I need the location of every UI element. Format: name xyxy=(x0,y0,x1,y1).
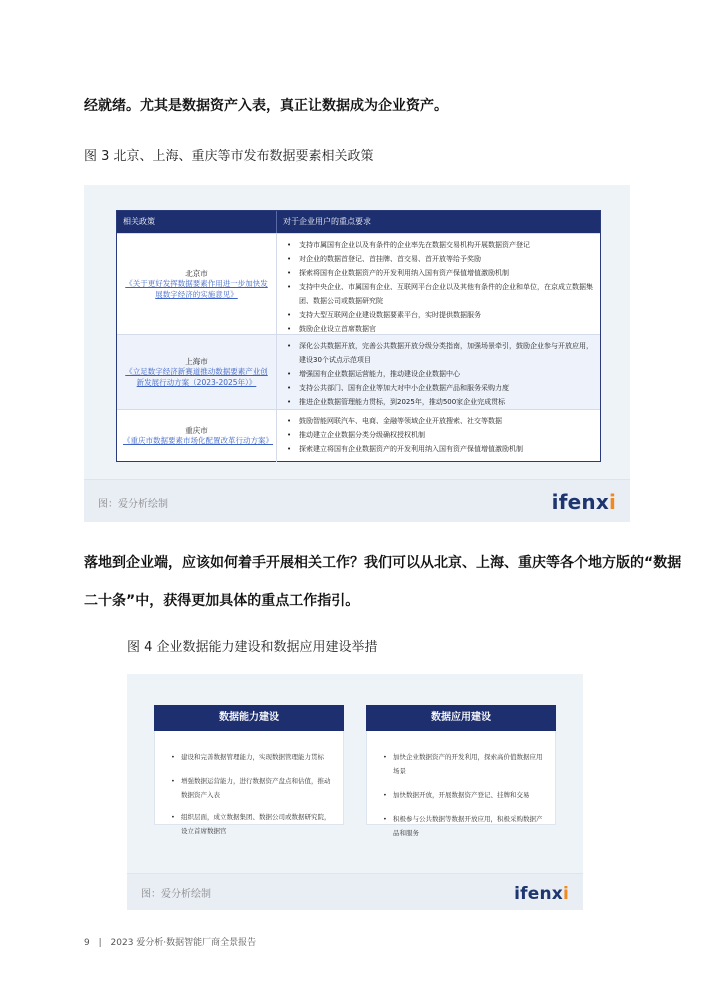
policy-link-chongqing[interactable]: 《重庆市数据要素市场化配置改革行动方案》 xyxy=(123,436,273,446)
figure-4-source: 图：爱分析绘制 xyxy=(141,889,211,900)
capability-card-title: 数据能力建设 xyxy=(154,705,344,731)
header-key-requirements: 对于企业用户的重点要求 xyxy=(283,217,371,226)
policy-table xyxy=(116,210,601,462)
application-item: • 加快企业数据资产的开发利用，探索高价值数据应用场景 xyxy=(383,750,545,778)
application-item: • 加快数据开放，开展数据资产登记、挂牌和交易 xyxy=(383,788,545,802)
requirement-item: • 鼓励智能网联汽车、电商、金融等领域企业开放搜索、社交等数据 xyxy=(287,414,594,428)
requirement-item: • 探索建立将国有企业数据资产的开发利用纳入国有资产保值增值激励机制 xyxy=(287,442,594,456)
body-paragraph-1: 经就绪。尤其是数据资产入表，真正让数据成为企业资产。 xyxy=(84,98,448,114)
table-row-chongqing xyxy=(117,409,600,462)
requirement-item: • 推进企业数据管理能力贯标，到2025年，推动500家企业完成贯标 xyxy=(287,395,594,409)
requirement-item: • 对企业的数据首登记、首挂牌、首交易、首开放等给予奖励 xyxy=(287,252,594,266)
capability-item: • 组织层面，成立数据集团、数据公司或数据研究院，设立首席数据官 xyxy=(171,810,333,838)
ifenxi-logo: ifenxi xyxy=(551,490,616,514)
header-related-policy: 相关政策 xyxy=(117,211,277,233)
table-row-beijing xyxy=(117,233,600,334)
capability-item: • 增强数据运营能力，进行数据资产盘点和估值，推动数据资产入表 xyxy=(171,774,333,802)
requirement-item: • 探索将国有企业数据资产的开发利用纳入国有资产保值增值激励机制 xyxy=(287,266,594,280)
requirement-item: • 鼓励企业设立首席数据官 xyxy=(287,322,594,336)
figure-4-caption: 图 4 企业数据能力建设和数据应用建设举措 xyxy=(127,640,378,655)
city-label: 上海市 xyxy=(185,357,208,366)
application-item: • 积极参与公共数据等数据开放应用，积极采购数据产品和服务 xyxy=(383,812,545,840)
table-row-shanghai xyxy=(117,334,600,409)
figure-3-footer xyxy=(84,479,630,522)
footer-separator: | xyxy=(98,938,102,948)
capability-item: • 建设和完善数据管理能力，实现数据管理能力贯标 xyxy=(171,750,333,764)
requirement-item: • 支持大型互联网企业建设数据要素平台，实时提供数据服务 xyxy=(287,308,594,322)
body-paragraph-2-line-1: 落地到企业端，应该如何着手开展相关工作？我们可以从北京、上海、重庆等各个地方版的“数据 xyxy=(84,555,682,571)
body-paragraph-2-line-2: 二十条”中，获得更加具体的重点工作指引。 xyxy=(84,593,360,609)
policy-link-beijing[interactable]: 《关于更好发挥数据要素作用进一步加快发展数字经济的实施意见》 xyxy=(125,279,268,299)
page-footer xyxy=(84,935,262,948)
figure-4-footer xyxy=(127,873,583,910)
requirement-item: • 支持市属国有企业以及有条件的企业率先在数据交易机构开展数据资产登记 xyxy=(287,238,594,252)
requirement-item: • 深化公共数据开放，完善公共数据开放分级分类指南，加强场景牵引，鼓励企业参与开放应用，建设30个试点示范项目 xyxy=(287,339,594,367)
requirement-item: • 增强国有企业数据运营能力，推动建设企业数据中心 xyxy=(287,367,594,381)
requirement-item: • 推动建立企业数据分类分级确权授权机制 xyxy=(287,428,594,442)
table-header xyxy=(117,211,600,233)
figure-3-caption: 图 3 北京、上海、重庆等市发布数据要素相关政策 xyxy=(84,149,374,164)
report-title: 2023 爱分析·数据智能厂商全景报告 xyxy=(110,938,257,948)
page-number: 9 xyxy=(84,938,90,948)
ifenxi-logo: ifenxi xyxy=(514,884,569,904)
requirement-item: • 支持中央企业、市属国有企业、互联网平台企业以及其他有条件的企业和单位，在京成立数据集团、数据公司或数据研究院 xyxy=(287,280,594,308)
city-label: 重庆市 xyxy=(185,426,208,436)
city-label: 北京市 xyxy=(185,269,208,278)
figure-3-source: 图：爱分析绘制 xyxy=(98,499,168,510)
policy-link-shanghai[interactable]: 《立足数字经济新赛道推动数据要素产业创新发展行动方案（2023-2025年）》 xyxy=(125,367,268,387)
requirement-item: • 支持公共部门、国有企业等加大对中小企业数据产品和服务采购力度 xyxy=(287,381,594,395)
application-card-title: 数据应用建设 xyxy=(366,705,556,731)
